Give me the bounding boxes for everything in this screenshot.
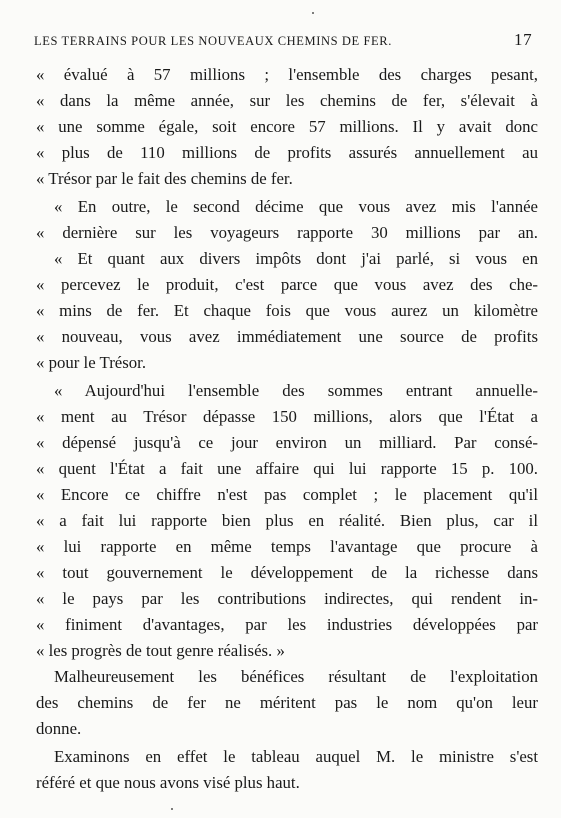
text-line: « nouveau, vous avez immédiatement une source de profits [36,327,538,346]
text-line: donne. [36,719,82,738]
text-line: « En outre, le second décime que vous avez mis l'année [54,197,538,216]
text-line: « plus de 110 millions de profits assurés annuellement au [36,143,538,162]
text-line: « le pays par les contributions indirectes, qui rendent in- [36,589,538,608]
scan-speck [312,12,314,14]
text-line: « ment au Trésor dépasse 150 millions, alors que l'État a [36,407,538,426]
text-line: « percevez le produit, c'est parce que vous avez des che- [36,275,538,294]
text-line: « Aujourd'hui l'ensemble des sommes entrant annuelle- [54,381,538,400]
text-line: « une somme égale, soit encore 57 millions. Il y avait donc [36,117,538,136]
text-line: « tout gouvernement le développement de la richesse dans [36,563,538,582]
text-line: « Et quant aux divers impôts dont j'ai parlé, si vous en [54,249,538,268]
text-line: « a fait lui rapporte bien plus en réalité. Bien plus, car il [36,511,538,530]
text-line: des chemins de fer ne méritent pas le nom qu'on leur [36,693,538,712]
text-line: « évalué à 57 millions ; l'ensemble des charges pesant, [36,65,538,84]
running-title: LES TERRAINS POUR LES NOUVEAUX CHEMINS DE FER. [34,34,392,48]
text-line: « Encore ce chiffre n'est pas complet ; le placement qu'il [36,485,538,504]
text-line: « finiment d'avantages, par les industries développées par [36,615,538,634]
text-line: « mins de fer. Et chaque fois que vous aurez un kilomètre [36,301,538,320]
text-line: « Trésor par le fait des chemins de fer. [36,169,293,188]
text-line: « lui rapporte en même temps l'avantage que procure à [36,537,538,556]
text-line: « les progrès de tout genre réalisés. » [36,641,285,660]
page-header [0,30,561,52]
text-line: référé et que nous avons visé plus haut. [36,773,300,792]
text-line: Malheureusement les bénéfices résultant de l'exploitation [54,667,538,686]
text-line: « dépensé jusqu'à ce jour environ un milliard. Par consé- [36,433,538,452]
scan-speck [171,808,173,810]
page-number: 17 [514,30,533,49]
text-line: Examinons en effet le tableau auquel M. le ministre s'est [54,747,538,766]
text-line: « dernière sur les voyageurs rapporte 30 millions par an. [36,223,538,242]
text-line: « quent l'État a fait une affaire qui lui rapporte 15 p. 100. [36,459,538,478]
text-line: « pour le Trésor. [36,353,147,372]
text-line: « dans la même année, sur les chemins de fer, s'élevait à [36,91,538,110]
